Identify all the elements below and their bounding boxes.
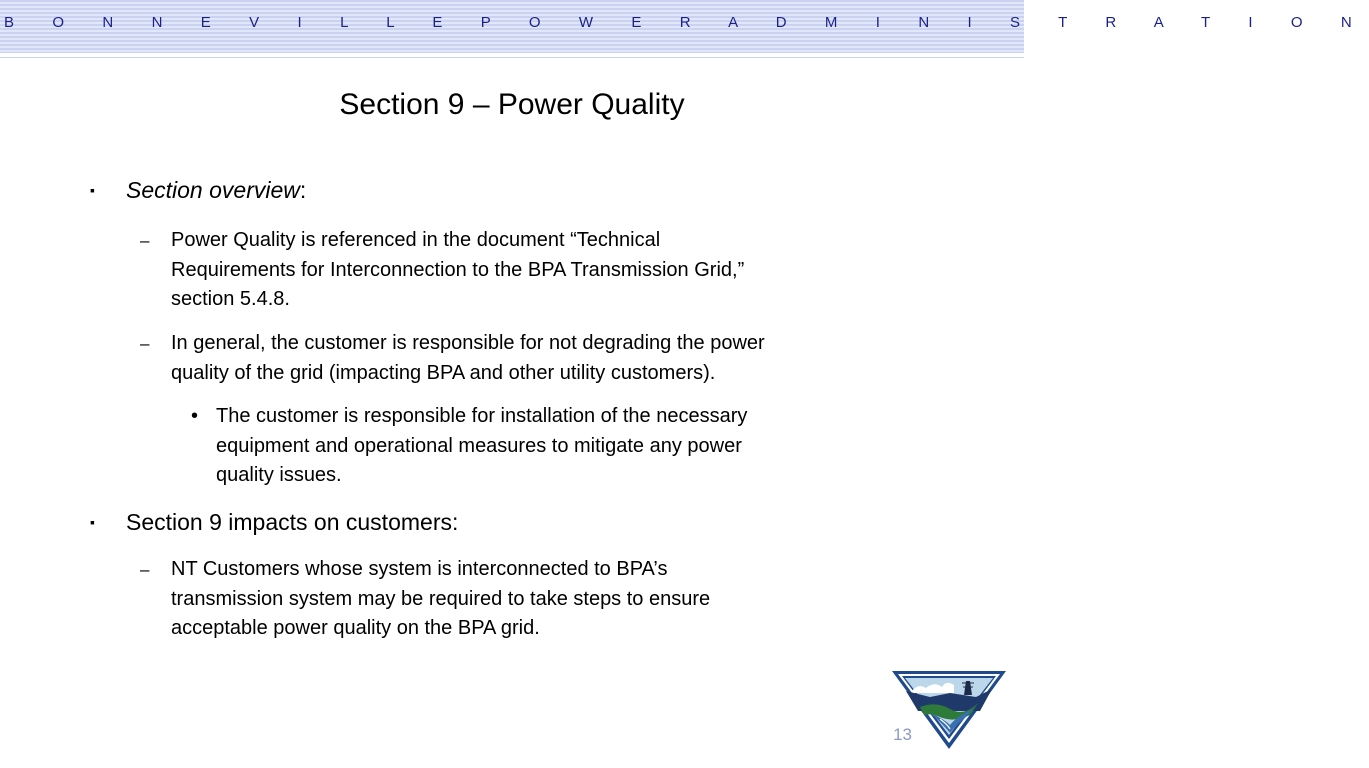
bpa-triangle-logo-icon (890, 667, 1008, 751)
subbullet-line: quality of the grid (impacting BPA and other utility customers). (171, 361, 716, 384)
subbullet-line: transmission system may be required to take steps to ensure (171, 587, 711, 610)
subsubbullet-line: quality issues. (216, 464, 342, 486)
bullet-marker: ▪ (90, 514, 95, 530)
subbullet-line: In general, the customer is responsible for not degrading the power (171, 332, 765, 354)
header-divider (0, 57, 1024, 58)
bullet-section-9-impacts: Section 9 impacts on customers: (126, 509, 459, 535)
page-number: 13 (893, 725, 912, 744)
subbullet-line: NT Customers whose system is interconnected to BPA’s (171, 558, 668, 580)
subbullet-customer-responsibility (171, 329, 765, 388)
subbullet-nt-customers (171, 555, 710, 644)
bullet-suffix: : (299, 177, 307, 203)
dot-marker: • (191, 405, 199, 427)
subbullet-power-quality-reference (171, 226, 744, 315)
slide-title: Section 9 – Power Quality (339, 88, 685, 121)
dash-marker: – (140, 334, 150, 353)
subbullet-line: acceptable power quality on the BPA grid. (171, 617, 540, 639)
dash-marker: – (140, 231, 150, 250)
subsubbullet-installation (216, 402, 747, 491)
subsubbullet-line: The customer is responsible for installation of the necessary (216, 405, 748, 427)
bullet-label: Section overview (126, 177, 300, 203)
bullet-section-overview (126, 177, 306, 204)
subbullet-line: Power Quality is referenced in the document “Technical (171, 229, 661, 251)
subsubbullet-line: equipment and operational measures to mitigate any power (216, 434, 742, 457)
subbullet-line: section 5.4.8. (171, 288, 290, 310)
bullet-marker: ▪ (90, 182, 95, 198)
dash-marker: – (140, 560, 150, 579)
organization-name: B O N N E V I L L E P O W E R A D M I N I S T R A T I O N (4, 14, 1369, 31)
subbullet-line: Requirements for Interconnection to the BPA Transmission Grid,” (171, 258, 745, 281)
